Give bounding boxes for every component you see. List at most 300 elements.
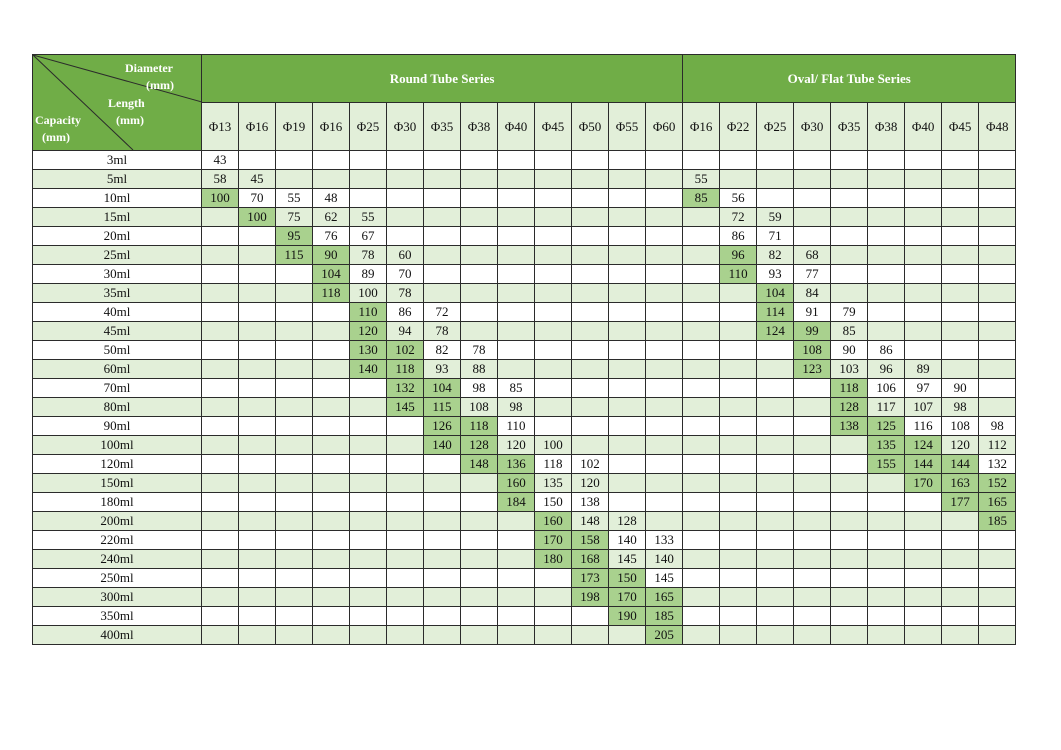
table-row xyxy=(33,455,1016,474)
corner-capacity-label: Capacity xyxy=(35,113,81,127)
round-length-cell xyxy=(646,227,683,246)
oval-length-cell: 97 xyxy=(905,379,942,398)
round-length-cell: 140 xyxy=(609,531,646,550)
round-length-cell: 118 xyxy=(387,360,424,379)
oval-length-cell xyxy=(720,379,757,398)
round-length-cell xyxy=(239,607,276,626)
round-length-cell xyxy=(387,474,424,493)
oval-length-cell xyxy=(794,531,831,550)
round-length-cell xyxy=(313,151,350,170)
oval-length-cell xyxy=(831,151,868,170)
round-length-cell xyxy=(239,512,276,531)
oval-length-cell: 107 xyxy=(905,398,942,417)
round-length-cell xyxy=(572,417,609,436)
oval-length-cell: 185 xyxy=(979,512,1016,531)
round-length-cell xyxy=(461,303,498,322)
oval-length-cell xyxy=(905,569,942,588)
oval-length-cell xyxy=(868,322,905,341)
round-length-cell xyxy=(387,588,424,607)
table-row xyxy=(33,208,1016,227)
round-length-cell xyxy=(572,607,609,626)
oval-length-cell xyxy=(979,170,1016,189)
oval-length-cell xyxy=(794,227,831,246)
round-length-cell xyxy=(313,170,350,189)
oval-length-cell xyxy=(757,588,794,607)
oval-length-cell xyxy=(683,284,720,303)
oval-length-cell: 98 xyxy=(942,398,979,417)
oval-length-cell xyxy=(942,265,979,284)
round-length-cell: 88 xyxy=(461,360,498,379)
oval-length-cell: 93 xyxy=(757,265,794,284)
round-length-cell: 95 xyxy=(276,227,313,246)
oval-length-cell xyxy=(905,170,942,189)
round-length-cell xyxy=(498,246,535,265)
round-length-cell xyxy=(498,531,535,550)
oval-length-cell xyxy=(683,265,720,284)
round-length-cell xyxy=(350,626,387,645)
round-length-cell xyxy=(202,322,239,341)
round-length-cell: 45 xyxy=(239,170,276,189)
oval-length-cell xyxy=(794,417,831,436)
round-length-cell xyxy=(461,474,498,493)
capacity-cell: 250ml xyxy=(33,569,202,588)
round-length-cell xyxy=(313,512,350,531)
round-length-cell: 48 xyxy=(313,189,350,208)
round-diameter-header: Φ60 xyxy=(646,103,683,151)
round-length-cell xyxy=(387,607,424,626)
round-length-cell xyxy=(498,284,535,303)
oval-length-cell xyxy=(757,151,794,170)
round-length-cell: 98 xyxy=(498,398,535,417)
round-diameter-header: Φ38 xyxy=(461,103,498,151)
round-length-cell xyxy=(461,550,498,569)
oval-length-cell: 85 xyxy=(683,189,720,208)
capacity-cell: 90ml xyxy=(33,417,202,436)
oval-length-cell xyxy=(683,360,720,379)
round-length-cell xyxy=(498,550,535,569)
oval-length-cell xyxy=(720,170,757,189)
oval-length-cell xyxy=(905,265,942,284)
oval-length-cell: 177 xyxy=(942,493,979,512)
oval-length-cell: 125 xyxy=(868,417,905,436)
oval-length-cell xyxy=(683,607,720,626)
round-length-cell: 100 xyxy=(535,436,572,455)
round-length-cell: 93 xyxy=(424,360,461,379)
round-length-cell xyxy=(350,455,387,474)
round-length-cell xyxy=(387,227,424,246)
round-length-cell xyxy=(646,474,683,493)
oval-length-cell xyxy=(868,588,905,607)
oval-length-cell xyxy=(905,284,942,303)
oval-length-cell xyxy=(831,265,868,284)
tube-size-table xyxy=(32,54,1016,645)
round-length-cell xyxy=(239,436,276,455)
oval-length-cell xyxy=(905,493,942,512)
round-diameter-header: Φ16 xyxy=(239,103,276,151)
oval-length-cell xyxy=(905,189,942,208)
round-length-cell xyxy=(239,227,276,246)
round-length-cell xyxy=(498,151,535,170)
round-length-cell xyxy=(239,246,276,265)
oval-length-cell xyxy=(905,626,942,645)
round-length-cell xyxy=(387,208,424,227)
oval-length-cell xyxy=(683,379,720,398)
round-length-cell: 55 xyxy=(276,189,313,208)
round-length-cell xyxy=(609,208,646,227)
round-length-cell: 115 xyxy=(276,246,313,265)
round-length-cell: 150 xyxy=(609,569,646,588)
oval-length-cell xyxy=(683,455,720,474)
oval-length-cell: 114 xyxy=(757,303,794,322)
round-length-cell xyxy=(535,398,572,417)
oval-length-cell xyxy=(757,170,794,189)
capacity-cell: 120ml xyxy=(33,455,202,474)
round-length-cell xyxy=(239,455,276,474)
round-length-cell xyxy=(609,151,646,170)
round-length-cell xyxy=(609,626,646,645)
round-length-cell xyxy=(350,550,387,569)
round-length-cell: 75 xyxy=(276,208,313,227)
round-length-cell xyxy=(498,341,535,360)
oval-length-cell: 124 xyxy=(905,436,942,455)
oval-length-cell xyxy=(979,303,1016,322)
oval-diameter-header: Φ22 xyxy=(720,103,757,151)
oval-length-cell: 91 xyxy=(794,303,831,322)
oval-length-cell: 96 xyxy=(720,246,757,265)
round-length-cell xyxy=(498,322,535,341)
round-diameter-header: Φ50 xyxy=(572,103,609,151)
oval-length-cell xyxy=(683,474,720,493)
round-length-cell xyxy=(276,512,313,531)
round-length-cell xyxy=(350,569,387,588)
capacity-cell: 350ml xyxy=(33,607,202,626)
oval-length-cell xyxy=(757,626,794,645)
capacity-cell: 220ml xyxy=(33,531,202,550)
oval-length-cell: 116 xyxy=(905,417,942,436)
round-length-cell xyxy=(313,626,350,645)
round-length-cell xyxy=(202,531,239,550)
capacity-cell: 50ml xyxy=(33,341,202,360)
capacity-cell: 70ml xyxy=(33,379,202,398)
oval-length-cell xyxy=(683,227,720,246)
oval-length-cell xyxy=(979,379,1016,398)
round-diameter-header: Φ40 xyxy=(498,103,535,151)
oval-length-cell xyxy=(794,151,831,170)
round-length-cell xyxy=(572,208,609,227)
round-length-cell xyxy=(572,189,609,208)
oval-length-cell xyxy=(942,360,979,379)
round-length-cell xyxy=(387,170,424,189)
round-length-cell: 94 xyxy=(387,322,424,341)
oval-length-cell xyxy=(942,303,979,322)
oval-length-cell: 104 xyxy=(757,284,794,303)
oval-length-cell: 106 xyxy=(868,379,905,398)
table-row xyxy=(33,246,1016,265)
round-length-cell xyxy=(239,474,276,493)
round-length-cell xyxy=(646,322,683,341)
oval-length-cell xyxy=(979,227,1016,246)
oval-length-cell xyxy=(794,569,831,588)
round-length-cell xyxy=(572,360,609,379)
capacity-cell: 3ml xyxy=(33,151,202,170)
round-length-cell xyxy=(646,170,683,189)
oval-length-cell xyxy=(683,569,720,588)
round-length-cell: 160 xyxy=(535,512,572,531)
oval-length-cell xyxy=(868,265,905,284)
round-diameter-header: Φ19 xyxy=(276,103,313,151)
round-length-cell xyxy=(313,607,350,626)
round-length-cell xyxy=(646,208,683,227)
oval-length-cell xyxy=(794,474,831,493)
round-length-cell xyxy=(276,151,313,170)
round-length-cell: 126 xyxy=(424,417,461,436)
oval-length-cell xyxy=(831,607,868,626)
round-length-cell xyxy=(609,455,646,474)
round-length-cell xyxy=(276,531,313,550)
round-length-cell xyxy=(646,455,683,474)
round-length-cell: 78 xyxy=(387,284,424,303)
oval-length-cell xyxy=(868,151,905,170)
round-length-cell xyxy=(276,398,313,417)
round-length-cell xyxy=(609,303,646,322)
round-length-cell xyxy=(461,151,498,170)
round-length-cell xyxy=(202,246,239,265)
oval-length-cell: 59 xyxy=(757,208,794,227)
table-row xyxy=(33,512,1016,531)
round-length-cell: 72 xyxy=(424,303,461,322)
round-length-cell: 173 xyxy=(572,569,609,588)
oval-length-cell xyxy=(905,303,942,322)
oval-length-cell xyxy=(683,151,720,170)
round-length-cell xyxy=(276,588,313,607)
oval-length-cell xyxy=(757,569,794,588)
round-length-cell: 130 xyxy=(350,341,387,360)
round-length-cell xyxy=(350,151,387,170)
oval-length-cell xyxy=(905,341,942,360)
round-length-cell xyxy=(535,322,572,341)
round-length-cell xyxy=(239,626,276,645)
oval-length-cell xyxy=(979,322,1016,341)
round-length-cell: 76 xyxy=(313,227,350,246)
oval-length-cell xyxy=(942,607,979,626)
round-length-cell xyxy=(313,398,350,417)
round-length-cell: 185 xyxy=(646,607,683,626)
oval-length-cell xyxy=(683,417,720,436)
table-row xyxy=(33,588,1016,607)
round-length-cell xyxy=(276,170,313,189)
round-length-cell xyxy=(239,341,276,360)
capacity-cell: 30ml xyxy=(33,265,202,284)
round-length-cell xyxy=(646,303,683,322)
oval-length-cell xyxy=(683,341,720,360)
oval-length-cell xyxy=(794,588,831,607)
round-length-cell: 70 xyxy=(239,189,276,208)
round-length-cell xyxy=(609,227,646,246)
oval-length-cell xyxy=(868,474,905,493)
round-length-cell xyxy=(461,208,498,227)
oval-length-cell xyxy=(979,360,1016,379)
round-length-cell: 128 xyxy=(609,512,646,531)
oval-length-cell: 99 xyxy=(794,322,831,341)
oval-diameter-header: Φ40 xyxy=(905,103,942,151)
round-length-cell xyxy=(535,151,572,170)
oval-length-cell: 89 xyxy=(905,360,942,379)
oval-length-cell: 84 xyxy=(794,284,831,303)
table-row xyxy=(33,303,1016,322)
round-length-cell xyxy=(646,512,683,531)
round-length-cell xyxy=(276,493,313,512)
round-length-cell xyxy=(498,360,535,379)
round-length-cell xyxy=(646,398,683,417)
round-diameter-header: Φ35 xyxy=(424,103,461,151)
oval-length-cell: 152 xyxy=(979,474,1016,493)
table-row xyxy=(33,284,1016,303)
oval-length-cell xyxy=(942,227,979,246)
oval-length-cell xyxy=(720,493,757,512)
round-length-cell xyxy=(202,417,239,436)
round-length-cell: 100 xyxy=(202,189,239,208)
oval-length-cell: 108 xyxy=(794,341,831,360)
round-length-cell: 148 xyxy=(461,455,498,474)
corner-header-cell xyxy=(33,55,202,151)
oval-length-cell xyxy=(868,607,905,626)
round-length-cell xyxy=(646,151,683,170)
round-length-cell xyxy=(461,626,498,645)
oval-length-cell xyxy=(757,379,794,398)
round-length-cell xyxy=(609,284,646,303)
round-length-cell xyxy=(350,512,387,531)
round-diameter-header: Φ13 xyxy=(202,103,239,151)
round-length-cell xyxy=(498,227,535,246)
oval-length-cell xyxy=(831,531,868,550)
oval-length-cell xyxy=(757,436,794,455)
corner-length-unit: (mm) xyxy=(116,113,144,127)
round-length-cell: 78 xyxy=(461,341,498,360)
oval-length-cell: 124 xyxy=(757,322,794,341)
oval-length-cell: 103 xyxy=(831,360,868,379)
round-length-cell xyxy=(313,436,350,455)
oval-length-cell: 120 xyxy=(942,436,979,455)
round-length-cell: 145 xyxy=(387,398,424,417)
oval-length-cell xyxy=(720,569,757,588)
round-length-cell xyxy=(239,265,276,284)
table-row xyxy=(33,151,1016,170)
oval-length-cell: 86 xyxy=(720,227,757,246)
round-length-cell xyxy=(609,170,646,189)
oval-length-cell xyxy=(905,607,942,626)
oval-length-cell xyxy=(683,322,720,341)
round-length-cell xyxy=(572,227,609,246)
corner-diameter-unit: (mm) xyxy=(146,78,174,92)
oval-length-cell xyxy=(979,341,1016,360)
round-length-cell xyxy=(313,531,350,550)
round-length-cell xyxy=(498,569,535,588)
oval-length-cell xyxy=(794,189,831,208)
round-length-cell xyxy=(276,455,313,474)
oval-length-cell xyxy=(868,227,905,246)
round-length-cell xyxy=(313,417,350,436)
round-length-cell xyxy=(276,341,313,360)
round-length-cell xyxy=(239,569,276,588)
round-length-cell: 78 xyxy=(350,246,387,265)
round-length-cell: 118 xyxy=(461,417,498,436)
corner-capacity-unit: (mm) xyxy=(42,130,70,144)
round-length-cell xyxy=(535,246,572,265)
oval-length-cell xyxy=(720,607,757,626)
capacity-cell: 45ml xyxy=(33,322,202,341)
round-length-cell xyxy=(535,417,572,436)
round-length-cell xyxy=(239,531,276,550)
oval-length-cell xyxy=(683,626,720,645)
round-length-cell xyxy=(461,531,498,550)
table-row xyxy=(33,493,1016,512)
round-length-cell xyxy=(350,417,387,436)
oval-length-cell xyxy=(757,550,794,569)
round-length-cell: 145 xyxy=(646,569,683,588)
round-length-cell xyxy=(387,626,424,645)
oval-length-cell xyxy=(757,531,794,550)
oval-length-cell xyxy=(757,607,794,626)
round-length-cell: 170 xyxy=(609,588,646,607)
oval-length-cell xyxy=(683,303,720,322)
oval-length-cell xyxy=(720,398,757,417)
oval-length-cell xyxy=(868,550,905,569)
round-length-cell xyxy=(461,569,498,588)
round-length-cell xyxy=(424,455,461,474)
oval-length-cell xyxy=(942,208,979,227)
oval-length-cell xyxy=(942,550,979,569)
oval-length-cell: 68 xyxy=(794,246,831,265)
corner-length-label: Length xyxy=(108,96,145,110)
round-length-cell xyxy=(276,436,313,455)
round-length-cell xyxy=(572,341,609,360)
table-row xyxy=(33,436,1016,455)
capacity-cell: 20ml xyxy=(33,227,202,246)
round-length-cell xyxy=(461,265,498,284)
round-length-cell xyxy=(424,151,461,170)
round-length-cell: 90 xyxy=(313,246,350,265)
round-length-cell xyxy=(276,626,313,645)
round-length-cell xyxy=(313,493,350,512)
round-length-cell xyxy=(609,493,646,512)
round-length-cell xyxy=(461,170,498,189)
round-length-cell: 120 xyxy=(350,322,387,341)
corner-diameter-label: Diameter xyxy=(125,61,173,75)
round-length-cell: 133 xyxy=(646,531,683,550)
oval-length-cell xyxy=(942,626,979,645)
oval-length-cell xyxy=(794,455,831,474)
round-length-cell xyxy=(239,360,276,379)
oval-length-cell xyxy=(720,151,757,170)
round-length-cell xyxy=(239,379,276,398)
round-length-cell xyxy=(424,246,461,265)
oval-length-cell xyxy=(942,246,979,265)
round-length-cell: 102 xyxy=(572,455,609,474)
round-length-cell xyxy=(202,455,239,474)
round-length-cell: 170 xyxy=(535,531,572,550)
table-row xyxy=(33,398,1016,417)
round-diameter-header: Φ45 xyxy=(535,103,572,151)
round-length-cell xyxy=(535,227,572,246)
round-length-cell xyxy=(202,512,239,531)
round-length-cell xyxy=(350,436,387,455)
round-length-cell: 180 xyxy=(535,550,572,569)
round-length-cell: 140 xyxy=(646,550,683,569)
oval-length-cell xyxy=(868,284,905,303)
oval-length-cell xyxy=(683,208,720,227)
round-length-cell: 158 xyxy=(572,531,609,550)
round-length-cell: 128 xyxy=(461,436,498,455)
